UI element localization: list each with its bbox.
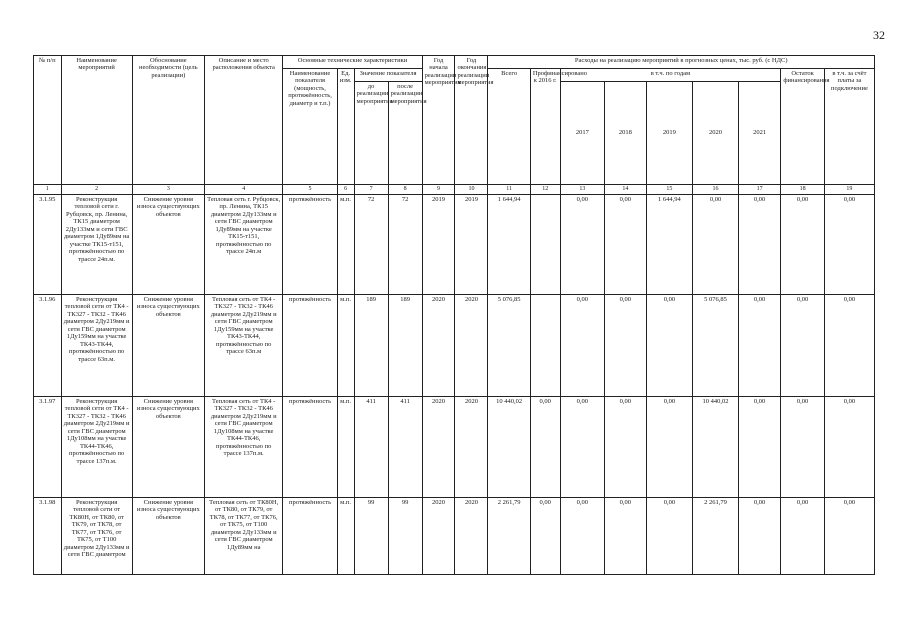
row-after: 189 (388, 295, 422, 397)
header-year-2017: 2017 (560, 82, 605, 185)
row-y2020: 2 261,79 (693, 498, 739, 575)
col-number: 7 (354, 185, 388, 195)
header-tech-unit: Ед. изм. (337, 69, 354, 185)
row-total: 10 440,02 (488, 397, 530, 498)
row-y2019: 0,00 (646, 498, 693, 575)
row-after: 411 (388, 397, 422, 498)
header-year-start: Год начала реализации мероприятия (422, 56, 455, 185)
row-tech-name: протяжённость (283, 397, 337, 498)
row-y2018: 0,00 (605, 295, 646, 397)
header-total: Всего (488, 69, 530, 185)
row-financed: 0,00 (530, 397, 560, 498)
header-year-2018: 2018 (605, 82, 646, 185)
col-number: 17 (738, 185, 780, 195)
row-y2017: 0,00 (560, 397, 605, 498)
col-number: 10 (455, 185, 488, 195)
row-y2020: 10 440,02 (693, 397, 739, 498)
row-name: Реконструкция тепловой сети от ТК4 - ТК327 - ТК32 - ТК46 диаметром 2Ду219мм и сети ГВС диаметром 1Ду159мм на участке ТК43-ТК44, протяжённостью по трассе 63п.м. (61, 295, 132, 397)
col-number: 16 (693, 185, 739, 195)
row-after: 72 (388, 195, 422, 295)
row-tech-name: протяжённость (283, 498, 337, 575)
row-year-end: 2020 (455, 397, 488, 498)
col-number: 3 (132, 185, 204, 195)
row-connection-fee: 0,00 (824, 295, 874, 397)
row-remaining: 0,00 (781, 295, 825, 397)
col-number: 18 (781, 185, 825, 195)
col-number: 12 (530, 185, 560, 195)
row-total: 5 076,85 (488, 295, 530, 397)
row-financed: 0,00 (530, 498, 560, 575)
row-year-end: 2020 (455, 295, 488, 397)
row-justification: Снижение уровня износа существующих объектов (132, 195, 204, 295)
row-y2020: 0,00 (693, 195, 739, 295)
header-tech-before: до реализации мероприятия (354, 82, 388, 185)
row-before: 99 (354, 498, 388, 575)
row-tech-name: протяжённость (283, 295, 337, 397)
row-total: 1 644,94 (488, 195, 530, 295)
row-connection-fee: 0,00 (824, 195, 874, 295)
row-remaining: 0,00 (781, 498, 825, 575)
row-year-start: 2020 (422, 498, 455, 575)
col-number: 2 (61, 185, 132, 195)
row-y2017: 0,00 (560, 295, 605, 397)
row-year-start: 2020 (422, 295, 455, 397)
row-unit: м.п. (337, 397, 354, 498)
row-num: 3.1.98 (34, 498, 62, 575)
header-remaining: Остаток финансирования (781, 69, 825, 185)
header-year-2019: 2019 (646, 82, 693, 185)
row-before: 189 (354, 295, 388, 397)
row-after: 99 (388, 498, 422, 575)
col-number: 9 (422, 185, 455, 195)
header-tech-name: Наименование показателя (мощность, протяжённость, диаметр и т.п.) (283, 69, 337, 185)
header-num: № п/п (34, 56, 62, 185)
header-name: Наименование мероприятий (61, 56, 132, 185)
row-y2017: 0,00 (560, 195, 605, 295)
measures-table (33, 55, 875, 575)
row-y2021: 0,00 (738, 397, 780, 498)
header-by-years: в т.ч. по годам (560, 69, 781, 82)
header-tech-values: Значение показателя (354, 69, 422, 82)
header-costs-group: Расходы на реализацию мероприятий в прогнозных ценах, тыс. руб. (с НДС) (488, 56, 875, 69)
col-number: 8 (388, 185, 422, 195)
row-location: Тепловая сеть от ТК80Н, от ТК80, от ТК79, от ТК78, от ТК77, от ТК76, от ТК75, от Т100 диаметром 2Ду133мм и сети ГВС диаметром 1Ду89мм на (204, 498, 283, 575)
row-unit: м.п. (337, 195, 354, 295)
row-y2021: 0,00 (738, 295, 780, 397)
row-location: Тепловая сеть от ТК4 - ТК327 - ТК32 - ТК46 диаметром 2Ду219мм и сети ГВС диаметром 1Ду108мм на участке ТК44-ТК46, протяжённостью по трассе 137п.м. (204, 397, 283, 498)
header-year-end: Год окончания реализации мероприятия (455, 56, 488, 185)
row-y2021: 0,00 (738, 195, 780, 295)
row-y2018: 0,00 (605, 397, 646, 498)
row-justification: Снижение уровня износа существующих объектов (132, 498, 204, 575)
row-financed (530, 295, 560, 397)
row-y2021: 0,00 (738, 498, 780, 575)
column-numbers-row (34, 185, 875, 195)
row-justification: Снижение уровня износа существующих объектов (132, 295, 204, 397)
row-y2019: 0,00 (646, 397, 693, 498)
row-num: 3.1.97 (34, 397, 62, 498)
row-y2020: 5 076,85 (693, 295, 739, 397)
col-number: 5 (283, 185, 337, 195)
row-year-end: 2020 (455, 498, 488, 575)
row-year-end: 2019 (455, 195, 488, 295)
col-number: 19 (824, 185, 874, 195)
row-total: 2 261,79 (488, 498, 530, 575)
row-name: Реконструкция тепловой сети г. Рубцовск, пр. Ленина, ТК15 диаметром 2Ду133мм и сети ГВС диаметром 1Ду89мм на участке ТК15-т151, протяжённостью по трассе 24п.м. (61, 195, 132, 295)
row-num: 3.1.95 (34, 195, 62, 295)
col-number: 1 (34, 185, 62, 195)
row-justification: Снижение уровня износа существующих объектов (132, 397, 204, 498)
row-connection-fee: 0,00 (824, 397, 874, 498)
col-number: 13 (560, 185, 605, 195)
header-justification: Обоснование необходимости (цель реализации) (132, 56, 204, 185)
table-row (34, 498, 875, 575)
header-year-2020: 2020 (693, 82, 739, 185)
col-number: 15 (646, 185, 693, 195)
table-row (34, 195, 875, 295)
row-connection-fee: 0,00 (824, 498, 874, 575)
row-before: 72 (354, 195, 388, 295)
col-number: 11 (488, 185, 530, 195)
row-y2019: 0,00 (646, 295, 693, 397)
row-before: 411 (354, 397, 388, 498)
col-number: 14 (605, 185, 646, 195)
table-row (34, 397, 875, 498)
header-location: Описание и место расположения объекта (204, 56, 283, 185)
header-year-2021: 2021 (738, 82, 780, 185)
row-unit: м.п. (337, 295, 354, 397)
header-tech-after: после реализации мероприятия (388, 82, 422, 185)
row-name: Реконструкция тепловой сети от ТК80Н, от ТК80, от ТК79, от ТК78, от ТК77, от ТК76, от ТК75, от Т100 диаметром 2Ду133мм и сети ГВС диаметром (61, 498, 132, 575)
table-row (34, 295, 875, 397)
row-remaining: 0,00 (781, 397, 825, 498)
row-location: Тепловая сеть от ТК4 - ТК327 - ТК32 - ТК46 диаметром 2Ду219мм и сети ГВС диаметром 1Ду159мм на участке ТК43-ТК44, протяжённостью по трассе 63п.м (204, 295, 283, 397)
row-location: Тепловая сеть г. Рубцовск, пр. Ленина, ТК15 диаметром 2Ду133мм и сети ГВС диаметром 1Ду89мм на участке ТК15-т151, протяжённостью по трассе 24п.м (204, 195, 283, 295)
row-y2018: 0,00 (605, 195, 646, 295)
row-year-start: 2020 (422, 397, 455, 498)
col-number: 6 (337, 185, 354, 195)
row-unit: м.п. (337, 498, 354, 575)
row-y2017: 0,00 (560, 498, 605, 575)
row-y2019: 1 644,94 (646, 195, 693, 295)
row-remaining: 0,00 (781, 195, 825, 295)
row-name: Реконструкция тепловой сети от ТК4 - ТК327 - ТК32 - ТК46 диаметром 2Ду219мм и сети ГВС диаметром 1Ду108мм на участке ТК44-ТК46, протяжённостью по трассе 137п.м. (61, 397, 132, 498)
row-year-start: 2019 (422, 195, 455, 295)
header-tech-group: Основные технические характеристики (283, 56, 422, 69)
header-financed: Профинансировано к 2016 г. (530, 69, 560, 185)
row-y2018: 0,00 (605, 498, 646, 575)
row-tech-name: протяжённость (283, 195, 337, 295)
header-connection-fee: в т.ч. за счёт платы за подключение (824, 69, 874, 185)
page-number: 32 (873, 28, 885, 42)
row-financed (530, 195, 560, 295)
col-number: 4 (204, 185, 283, 195)
row-num: 3.1.96 (34, 295, 62, 397)
